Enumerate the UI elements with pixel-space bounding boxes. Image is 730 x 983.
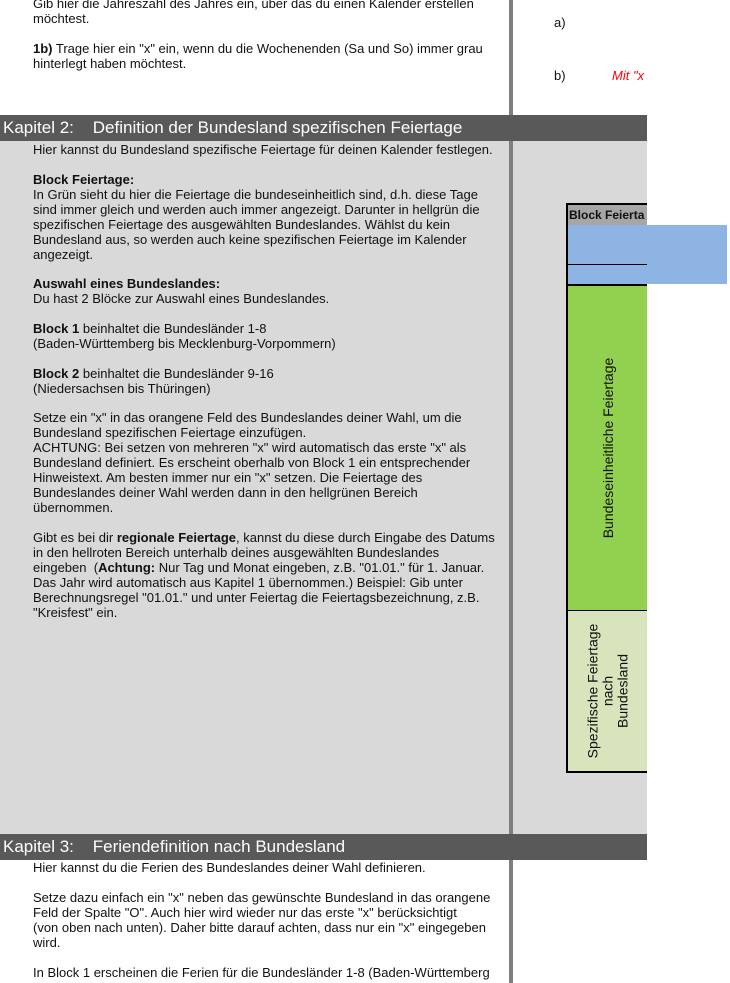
- block-feiertage-line-2: sind immer gleich und werden auch immer angezeigt. Darunter in hellgrün die: [33, 202, 480, 217]
- top-line-1: Gib hier die Jahreszahl des Jahres ein, über das du einen Kalender erstellen: [33, 0, 474, 11]
- setze-line-6: Bundeslandes deiner Wahl werden dann in den hellgrünen Bereich: [33, 485, 418, 500]
- block-feiertage-line-1: In Grün sieht du hier die Feiertage die bundeseinheitlich sind, d.h. diese Tage: [33, 187, 478, 202]
- spezifische-label-line-3: Bundesland: [614, 654, 630, 728]
- top-1b-text: Trage hier ein "x" ein, wenn du die Wochenenden (Sa und So) immer grau: [52, 41, 483, 56]
- regional-line-3-a: eingeben (: [33, 560, 99, 575]
- top-line-2: möchtest.: [33, 11, 90, 26]
- setze-line-2: Bundesland spezifischen Feiertage einzufügen.: [33, 425, 307, 440]
- side-red-note: Mit "x: [612, 68, 645, 83]
- regional-line-3: [33, 560, 484, 575]
- regional-achtung: Achtung:: [98, 560, 156, 575]
- chapter-3-line-4: wird.: [33, 935, 61, 950]
- regional-line-6: "Kreisfest" ein.: [33, 605, 118, 620]
- block-1-line-1: [33, 321, 266, 336]
- setze-line-7: übernommen.: [33, 500, 114, 515]
- regional-line-5: Berechnungsregel "01.01." und unter Feiertag die Feiertagsbezeichnung, z.B.: [33, 590, 480, 605]
- column-divider-bottom: [509, 860, 513, 983]
- chapter-3-line-3: (von oben nach unten). Daher bitte darauf achten, dass nur ein "x" eingegeben: [33, 920, 486, 935]
- bundeseinheitliche-feiertage-label: Bundeseinheitliche Feiertage: [599, 357, 616, 539]
- regional-text-b: , kannst du diese durch Eingabe des Datums: [236, 530, 495, 545]
- spezifische-label-line-2: nach: [599, 675, 615, 707]
- block-2-line-1: [33, 366, 274, 381]
- regional-line-3-b: Nur Tag und Monat eingeben, z.B. "01.01." für 1. Januar.: [155, 560, 485, 575]
- auswahl-heading: Auswahl eines Bundeslandes:: [33, 276, 221, 291]
- top-1b-line-1: [33, 41, 483, 56]
- chapter-3-intro: Hier kannst du die Ferien des Bundeslandes deiner Wahl definieren.: [33, 860, 426, 875]
- chapter-2-intro: Hier kannst du Bundesland spezifische Feiertage für deinen Kalender festlegen.: [33, 142, 493, 157]
- spezifische-label-line-1: Spezifische Feiertage: [584, 623, 600, 759]
- spezifische-feiertage-area: [568, 611, 647, 771]
- spezifische-feiertage-label: [585, 624, 630, 759]
- bundeseinheitliche-feiertage-area: [568, 286, 647, 610]
- regional-bold: regionale Feiertage: [116, 530, 237, 545]
- block-feiertage-line-3: spezifischen Feiertage des ausgewählten Bundeslandes. Wählst du kein: [33, 217, 450, 232]
- setze-line-4: Bundesland definiert. Es erscheint oberhalb von Block 1 ein entsprechender: [33, 455, 471, 470]
- setze-line-1: Setze ein "x" in das orangene Feld des Bundeslandes deiner Wahl, um die: [33, 410, 462, 425]
- regional-line-1: [33, 530, 495, 545]
- block-feiertage-heading: Block Feiertage:: [33, 172, 135, 187]
- regional-line-2: in den hellroten Bereich unterhalb deines ausgewählten Bundeslandes: [33, 545, 440, 560]
- block-1-text: beinhaltet die Bundesländer 1-8: [79, 321, 267, 336]
- blue-area-divider: [568, 264, 647, 265]
- chapter-3-line-5: In Block 1 erscheinen die Ferien für die Bundesländer 1-8 (Baden-Württemberg: [33, 965, 490, 980]
- block-feiertage-line-4: Bundesland aus, so werden auch keine spezifischen Feiertage im Kalender: [33, 232, 467, 247]
- block-1-label: Block 1: [33, 321, 80, 336]
- blue-area: [568, 225, 727, 284]
- block-2-text: beinhaltet die Bundesländer 9-16: [79, 366, 274, 381]
- auswahl-line: Du hast 2 Blöcke zur Auswahl eines Bundeslandes.: [33, 291, 330, 306]
- top-1b-label: 1b): [33, 41, 53, 56]
- regional-text-a: Gibt es bei dir: [33, 530, 117, 545]
- chapter-2-header: Kapitel 2: Definition der Bundesland spezifischen Feiertage: [0, 115, 647, 141]
- block-2-label: Block 2: [33, 366, 80, 381]
- chapter-3-header: Kapitel 3: Feriendefinition nach Bundesland: [0, 834, 647, 860]
- regional-line-4: Das Jahr wird automatisch aus Kapitel 1 übernommen.) Beispiel: Gib unter: [33, 575, 463, 590]
- block-feiertage-header: Block Feierta: [568, 205, 647, 225]
- block-2-line-2: (Niedersachsen bis Thüringen): [33, 381, 211, 396]
- block-1-line-2: (Baden-Württemberg bis Mecklenburg-Vorpommern): [33, 336, 336, 351]
- chapter-3-line-2: Feld der Spalte "O". Auch hier wird wieder nur das erste "x" berücksichtigt: [33, 905, 457, 920]
- side-label-b: b): [554, 68, 566, 83]
- setze-line-5: Hinweistext. Am besten immer nur ein "x" setzen. Die Feiertage des: [33, 470, 423, 485]
- side-label-a: a): [554, 15, 566, 30]
- chapter-3-line-1: Setze dazu einfach ein "x" neben das gewünschte Bundesland in das orangene: [33, 890, 491, 905]
- column-divider-top: [509, 0, 513, 115]
- setze-line-3: ACHTUNG: Bei setzen von mehreren "x" wird automatisch das erste "x" als: [33, 440, 467, 455]
- top-1b-line-2: hinterlegt haben möchtest.: [33, 56, 187, 71]
- block-feiertage-line-5: angezeigt.: [33, 247, 93, 262]
